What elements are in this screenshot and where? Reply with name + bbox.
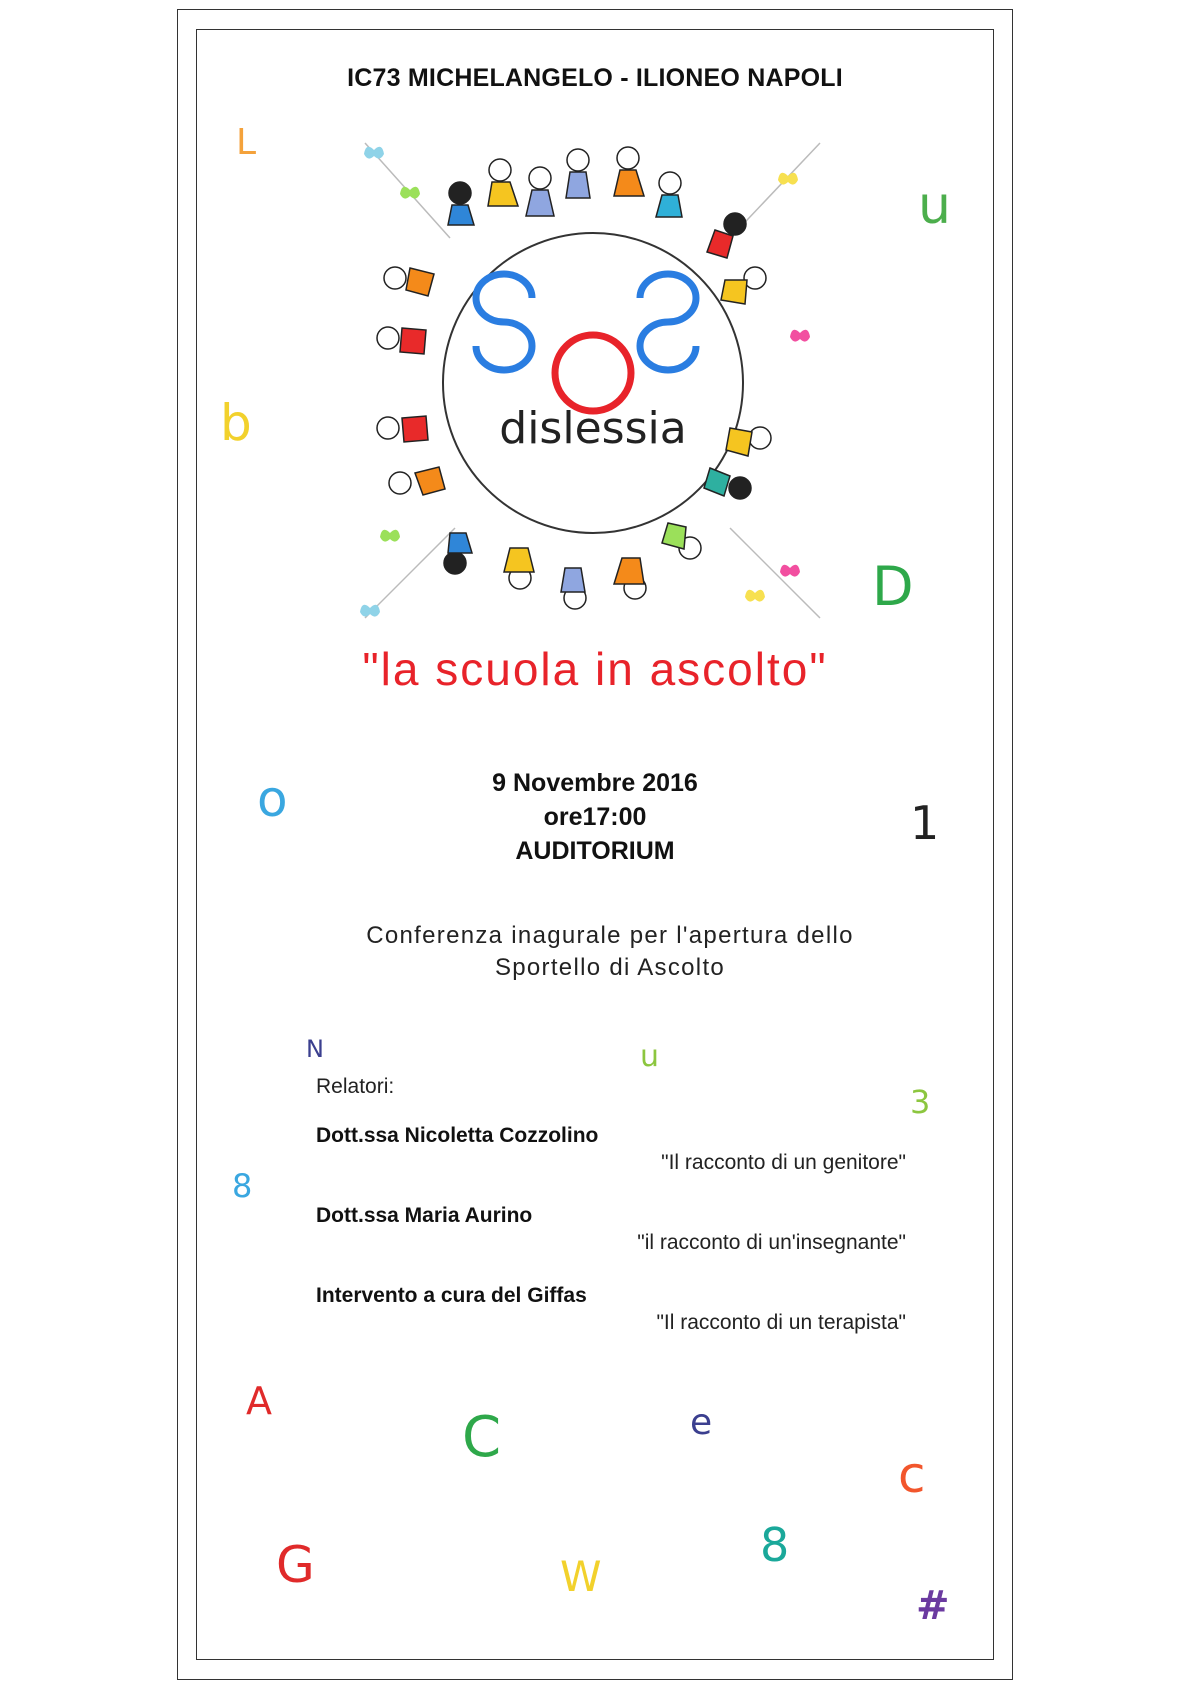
decor-letter: 1 bbox=[910, 796, 940, 850]
decor-letter: D bbox=[872, 555, 914, 618]
motto: "la scuola in ascolto" bbox=[362, 643, 828, 695]
decor-letter: L bbox=[236, 122, 257, 163]
event-place: AUDITORIUM bbox=[515, 837, 675, 865]
decor-letter: A bbox=[246, 1379, 272, 1423]
speaker-talk: "Il racconto di un genitore" bbox=[661, 1151, 906, 1174]
speaker-name: Intervento a cura del Giffas bbox=[316, 1284, 587, 1307]
decor-letter: o bbox=[257, 770, 288, 828]
event-time: ore17:00 bbox=[543, 803, 647, 831]
decor-letter: C bbox=[462, 1405, 502, 1470]
decor-letter: b bbox=[220, 394, 252, 452]
decor-letter: G bbox=[276, 1536, 315, 1594]
decor-letter: 3 bbox=[910, 1083, 931, 1121]
event-date: 9 Novembre 2016 bbox=[492, 769, 698, 797]
decor-letter: c bbox=[898, 1446, 926, 1504]
dislessia-word: dislessia bbox=[499, 403, 687, 454]
conference-description bbox=[196, 920, 1024, 984]
event-info bbox=[196, 766, 994, 868]
speakers-label: Relatori: bbox=[316, 1075, 395, 1098]
speaker-talk: "Il racconto di un terapista" bbox=[656, 1311, 906, 1334]
conference-line-2: Sportello di Ascolto bbox=[494, 954, 726, 981]
decor-letter: 8 bbox=[760, 1518, 790, 1572]
sos-dislessia-logo bbox=[360, 138, 825, 628]
decor-letter: N bbox=[306, 1035, 324, 1063]
speaker-name: Dott.ssa Maria Aurino bbox=[316, 1204, 533, 1227]
decor-letter: W bbox=[560, 1552, 602, 1601]
school-title: IC73 MICHELANGELO - ILIONEO NAPOLI bbox=[347, 64, 843, 92]
decor-letter: e bbox=[690, 1402, 713, 1443]
decor-letter: # bbox=[916, 1583, 950, 1629]
decor-letter: u bbox=[640, 1039, 660, 1074]
decor-letter: u bbox=[918, 176, 951, 236]
decor-letter: 8 bbox=[232, 1167, 253, 1205]
speaker-name: Dott.ssa Nicoletta Cozzolino bbox=[316, 1124, 599, 1147]
speaker-talk: "il racconto di un'insegnante" bbox=[637, 1231, 906, 1254]
logo-graphic bbox=[360, 138, 825, 628]
conference-line-1: Conferenza inagurale per l'apertura dello bbox=[366, 922, 854, 949]
